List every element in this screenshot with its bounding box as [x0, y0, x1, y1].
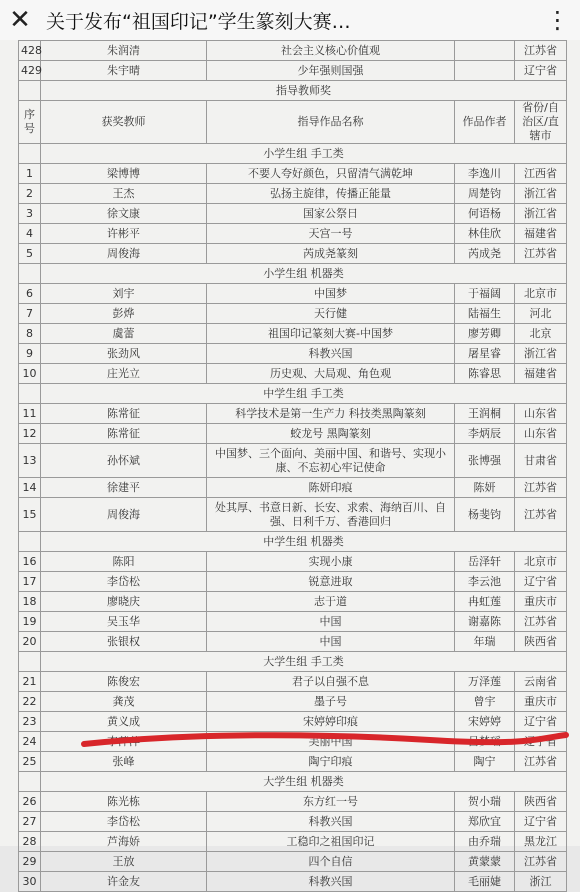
row-number: 3: [19, 204, 41, 224]
work-name: 墨子号: [207, 692, 455, 712]
province: 重庆市: [515, 692, 567, 712]
section-blank: [19, 772, 41, 792]
section-row: [19, 144, 567, 164]
table-row: [19, 324, 567, 344]
table-row: [19, 284, 567, 304]
teacher-name: 陈常征: [41, 424, 207, 444]
work-name: 锐意进取: [207, 572, 455, 592]
table-row: [19, 852, 567, 872]
teacher-name: 张劲风: [41, 344, 207, 364]
work-author: 陈妍: [455, 478, 515, 498]
col-header-work: 指导作品名称: [207, 101, 455, 144]
table-row: [19, 552, 567, 572]
work-author: 陶宁: [455, 752, 515, 772]
teacher-name: 李萍萍: [41, 732, 207, 752]
work-name: 祖国印记篆刻大赛-中国梦: [207, 324, 455, 344]
teacher-name: 王放: [41, 852, 207, 872]
table-row: [19, 204, 567, 224]
table-row: [19, 572, 567, 592]
work-author: 屠星睿: [455, 344, 515, 364]
table-row: [19, 592, 567, 612]
table-row: [19, 498, 567, 532]
teacher-name: 陈光栋: [41, 792, 207, 812]
row-number: 22: [19, 692, 41, 712]
table-row: [19, 184, 567, 204]
row-number: 7: [19, 304, 41, 324]
row-number: 25: [19, 752, 41, 772]
page-title: 关于发布“祖国印记”学生篆刻大赛…: [46, 10, 351, 33]
teacher-name: 张银权: [41, 632, 207, 652]
section-row: [19, 264, 567, 284]
work-author: 岳泽轩: [455, 552, 515, 572]
group-title: 大学生组 机器类: [41, 772, 567, 792]
row-number: 5: [19, 244, 41, 264]
table-row: [19, 612, 567, 632]
work-name: 国家公祭日: [207, 204, 455, 224]
row-number: 21: [19, 672, 41, 692]
row-number: 18: [19, 592, 41, 612]
province: 山东省: [515, 404, 567, 424]
work-author: 万泽莲: [455, 672, 515, 692]
work-name: 东方红一号: [207, 792, 455, 812]
province: 北京市: [515, 284, 567, 304]
province: 福建省: [515, 364, 567, 384]
teacher-name: 李岱松: [41, 812, 207, 832]
work-name: 中国梦: [207, 284, 455, 304]
row-number: 12: [19, 424, 41, 444]
work-name: 历史观、大局观、角色观: [207, 364, 455, 384]
table-row: [19, 164, 567, 184]
section-row: [19, 652, 567, 672]
teacher-name: 周俊海: [41, 244, 207, 264]
teacher-name: 孙怀斌: [41, 444, 207, 478]
table-row: [19, 478, 567, 498]
province: 浙江: [515, 872, 567, 892]
teacher-name: 朱润清: [41, 41, 207, 61]
col-header-teacher: 获奖教师: [41, 101, 207, 144]
table-row: [19, 424, 567, 444]
province: 浙江省: [515, 204, 567, 224]
row-number: 16: [19, 552, 41, 572]
province: 辽宁省: [515, 572, 567, 592]
table-row: [19, 692, 567, 712]
work-name: 天行健: [207, 304, 455, 324]
section-blank: [19, 81, 41, 101]
teacher-name: 黄义成: [41, 712, 207, 732]
teacher-name: 许金友: [41, 872, 207, 892]
teacher-name: 陈阳: [41, 552, 207, 572]
row-number: 28: [19, 832, 41, 852]
work-author: 年瑞: [455, 632, 515, 652]
row-number: 23: [19, 712, 41, 732]
teacher-name: 周俊海: [41, 498, 207, 532]
table-row: [19, 732, 567, 752]
teacher-award-title: 指导教师奖: [41, 81, 567, 101]
more-icon[interactable]: ⋮: [545, 6, 571, 34]
section-row: [19, 772, 567, 792]
teacher-name: 李岱松: [41, 572, 207, 592]
work-author: 毛丽婕: [455, 872, 515, 892]
table-row: [19, 364, 567, 384]
work-name: 中国: [207, 632, 455, 652]
work-name: 四个自信: [207, 852, 455, 872]
table-row: [19, 812, 567, 832]
work-author: 王润桐: [455, 404, 515, 424]
province: 浙江省: [515, 344, 567, 364]
work-name: 芮成尧篆刻: [207, 244, 455, 264]
work-author: 芮成尧: [455, 244, 515, 264]
table-row: [19, 61, 567, 81]
table-row: [19, 712, 567, 732]
work-name: 君子以自强不息: [207, 672, 455, 692]
work-author: 李云池: [455, 572, 515, 592]
work-author: 谢嘉陈: [455, 612, 515, 632]
teacher-name: 徐建平: [41, 478, 207, 498]
work-name: 天宫一号: [207, 224, 455, 244]
work-author: 冉虹莲: [455, 592, 515, 612]
row-number: 6: [19, 284, 41, 304]
work-author: 张博强: [455, 444, 515, 478]
work-author: 林佳欣: [455, 224, 515, 244]
award-table: [18, 40, 567, 892]
work-author: [455, 61, 515, 81]
teacher-name: 吴玉华: [41, 612, 207, 632]
work-author: 陈睿思: [455, 364, 515, 384]
work-author: 陆福生: [455, 304, 515, 324]
work-author: 吕梦瑶: [455, 732, 515, 752]
row-number: 19: [19, 612, 41, 632]
teacher-name: 龚茂: [41, 692, 207, 712]
work-name: 美丽中国: [207, 732, 455, 752]
province: 河北: [515, 304, 567, 324]
work-name: 中国: [207, 612, 455, 632]
teacher-name: 徐文康: [41, 204, 207, 224]
row-number: 17: [19, 572, 41, 592]
work-name: 志于道: [207, 592, 455, 612]
province: 江苏省: [515, 478, 567, 498]
table-row: [19, 304, 567, 324]
teacher-name: 刘宇: [41, 284, 207, 304]
work-author: 曾宇: [455, 692, 515, 712]
teacher-name: 朱宇晴: [41, 61, 207, 81]
row-number: 27: [19, 812, 41, 832]
province: 江西省: [515, 164, 567, 184]
table-row: [19, 444, 567, 478]
group-title: 中学生组 手工类: [41, 384, 567, 404]
province: 北京: [515, 324, 567, 344]
work-author: 贺小瑞: [455, 792, 515, 812]
row-number: 13: [19, 444, 41, 478]
work-author: 周楚钧: [455, 184, 515, 204]
work-author: 杨斐钧: [455, 498, 515, 532]
group-title: 大学生组 手工类: [41, 652, 567, 672]
col-header-province: 省份/自治区/直辖市: [515, 101, 567, 144]
award-sheet: [18, 40, 566, 892]
section-row: [19, 81, 567, 101]
province: 陕西省: [515, 632, 567, 652]
table-row: [19, 344, 567, 364]
work-name: 科教兴国: [207, 872, 455, 892]
col-header-number: 序号: [19, 101, 41, 144]
column-header-row: [19, 101, 567, 144]
work-name: 实现小康: [207, 552, 455, 572]
table-row: [19, 224, 567, 244]
work-name: 科教兴国: [207, 812, 455, 832]
work-name: 宋婷婷印痕: [207, 712, 455, 732]
row-number: 26: [19, 792, 41, 812]
teacher-name: 芦海娇: [41, 832, 207, 852]
province: 江苏省: [515, 498, 567, 532]
work-name: 不要人夸好颜色，只留清气满乾坤: [207, 164, 455, 184]
document-view[interactable]: [0, 40, 580, 888]
teacher-name: 虞蕾: [41, 324, 207, 344]
work-name: 蛟龙号 黑陶篆刻: [207, 424, 455, 444]
work-name: 科学技术是第一生产力 科技类黑陶篆刻: [207, 404, 455, 424]
row-number: 14: [19, 478, 41, 498]
province: 江苏省: [515, 612, 567, 632]
section-blank: [19, 384, 41, 404]
col-header-author: 作品作者: [455, 101, 515, 144]
section-row: [19, 384, 567, 404]
table-row: [19, 632, 567, 652]
row-number: 1: [19, 164, 41, 184]
row-number: 429: [19, 61, 41, 81]
group-title: 中学生组 机器类: [41, 532, 567, 552]
work-author: 郑欣宜: [455, 812, 515, 832]
province: 江苏省: [515, 752, 567, 772]
work-name: 处其厚、书意日新、长安、求索、海纳百川、自强、日利千万、香港回归: [207, 498, 455, 532]
province: 黑龙江: [515, 832, 567, 852]
top-bar: [0, 0, 580, 40]
row-number: 8: [19, 324, 41, 344]
teacher-name: 庄光立: [41, 364, 207, 384]
row-number: 2: [19, 184, 41, 204]
teacher-name: 张峰: [41, 752, 207, 772]
work-author: 李逸川: [455, 164, 515, 184]
teacher-name: 陈俊宏: [41, 672, 207, 692]
group-title: 小学生组 手工类: [41, 144, 567, 164]
row-number: 4: [19, 224, 41, 244]
work-author: [455, 41, 515, 61]
table-row: [19, 832, 567, 852]
teacher-name: 许彬平: [41, 224, 207, 244]
section-blank: [19, 532, 41, 552]
table-row: [19, 792, 567, 812]
province: 福建省: [515, 224, 567, 244]
province: 江苏省: [515, 41, 567, 61]
work-author: 于福阔: [455, 284, 515, 304]
province: 辽宁省: [515, 61, 567, 81]
row-number: 9: [19, 344, 41, 364]
work-name: 社会主义核心价值观: [207, 41, 455, 61]
table-row: [19, 244, 567, 264]
table-row: [19, 41, 567, 61]
row-number: 20: [19, 632, 41, 652]
table-row: [19, 672, 567, 692]
section-blank: [19, 264, 41, 284]
work-name: 科教兴国: [207, 344, 455, 364]
group-title: 小学生组 机器类: [41, 264, 567, 284]
row-number: 29: [19, 852, 41, 872]
province: 甘肃省: [515, 444, 567, 478]
section-blank: [19, 144, 41, 164]
row-number: 30: [19, 872, 41, 892]
work-author: 黄蒙蒙: [455, 852, 515, 872]
teacher-name: 梁博博: [41, 164, 207, 184]
table-row: [19, 872, 567, 892]
province: 陕西省: [515, 792, 567, 812]
work-author: 何语杨: [455, 204, 515, 224]
close-icon[interactable]: ✕: [9, 5, 31, 35]
table-row: [19, 404, 567, 424]
teacher-name: 王杰: [41, 184, 207, 204]
work-author: 宋婷婷: [455, 712, 515, 732]
work-name: 陶宁印痕: [207, 752, 455, 772]
province: 江苏省: [515, 244, 567, 264]
table-row: [19, 752, 567, 772]
work-name: 弘扬主旋律，传播正能量: [207, 184, 455, 204]
province: 辽宁省: [515, 712, 567, 732]
province: 云南省: [515, 672, 567, 692]
row-number: 15: [19, 498, 41, 532]
teacher-name: 陈常征: [41, 404, 207, 424]
row-number: 10: [19, 364, 41, 384]
work-name: 中国梦、三个面向、美丽中国、和谐号、实现小康、不忘初心牢记使命: [207, 444, 455, 478]
section-blank: [19, 652, 41, 672]
row-number: 428: [19, 41, 41, 61]
work-name: 陈妍印痕: [207, 478, 455, 498]
row-number: 11: [19, 404, 41, 424]
province: 山东省: [515, 424, 567, 444]
province: 北京市: [515, 552, 567, 572]
work-author: 由乔瑞: [455, 832, 515, 852]
teacher-name: 廖晓庆: [41, 592, 207, 612]
section-row: [19, 532, 567, 552]
row-number: 24: [19, 732, 41, 752]
work-name: 少年强则国强: [207, 61, 455, 81]
work-name: 工稳印之祖国印记: [207, 832, 455, 852]
province: 辽宁省: [515, 732, 567, 752]
province: 江苏省: [515, 852, 567, 872]
teacher-name: 彭烨: [41, 304, 207, 324]
province: 重庆市: [515, 592, 567, 612]
work-author: 李炳辰: [455, 424, 515, 444]
work-author: 廖芳卿: [455, 324, 515, 344]
province: 浙江省: [515, 184, 567, 204]
province: 辽宁省: [515, 812, 567, 832]
